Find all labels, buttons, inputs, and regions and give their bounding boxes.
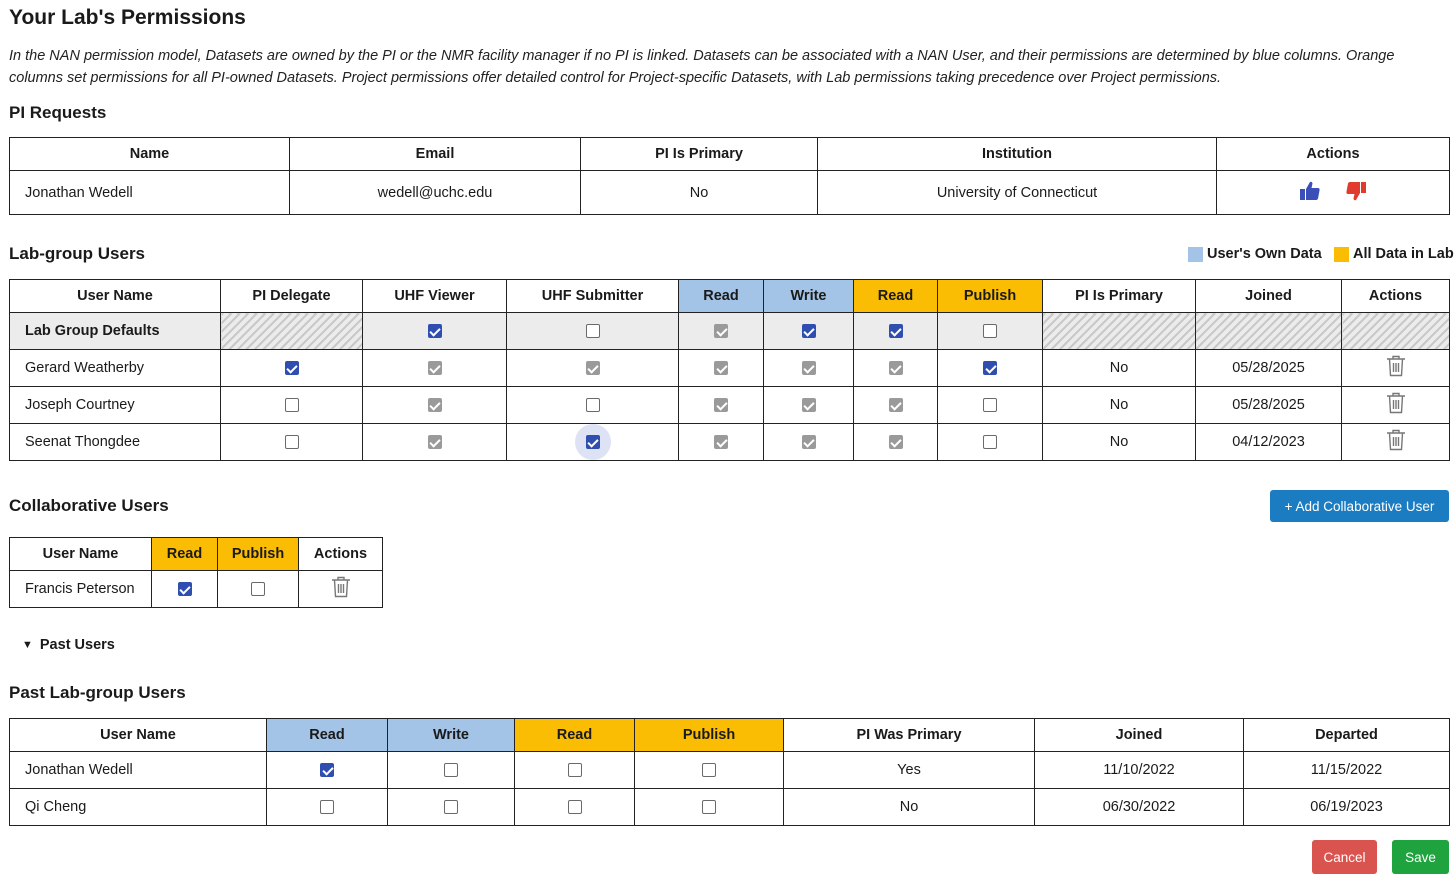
trash-icon[interactable] [331, 576, 351, 602]
lab-group-title: Lab-group Users [9, 244, 146, 263]
lab-group-table [9, 279, 1450, 461]
own-write-checkbox [802, 361, 816, 375]
table-row [10, 350, 1450, 387]
user-name: Francis Peterson [10, 571, 152, 608]
legend-own-label: User's Own Data [1207, 246, 1322, 262]
header-pi-is-primary: PI Is Primary [581, 138, 818, 171]
lab-read-checkbox[interactable] [568, 800, 582, 814]
joined-date: 04/12/2023 [1196, 424, 1342, 461]
pi-delegate-checkbox[interactable] [285, 398, 299, 412]
pi-was-primary-value: Yes [784, 752, 1035, 789]
joined-date: 11/10/2022 [1035, 752, 1244, 789]
uhf-viewer-checkbox [428, 435, 442, 449]
user-name: Joseph Courtney [10, 387, 221, 424]
header-joined: Joined [1196, 280, 1342, 313]
table-row [10, 752, 1450, 789]
own-read-checkbox[interactable] [320, 763, 334, 777]
header-departed: Departed [1244, 719, 1450, 752]
lab-publish-checkbox[interactable] [983, 435, 997, 449]
own-read-checkbox [714, 361, 728, 375]
legend-all-label: All Data in Lab [1353, 246, 1454, 262]
legend-all-data [1334, 246, 1454, 262]
default-uhf-viewer-checkbox[interactable] [428, 324, 442, 338]
header-user-name: User Name [10, 538, 152, 571]
hatched-cell [1342, 313, 1450, 350]
header-own-write: Write [764, 280, 854, 313]
uhf-submitter-checkbox[interactable] [586, 435, 600, 449]
header-pi-is-primary: PI Is Primary [1043, 280, 1196, 313]
lab-publish-checkbox[interactable] [983, 361, 997, 375]
header-actions: Actions [299, 538, 383, 571]
default-uhf-submitter-checkbox[interactable] [586, 324, 600, 338]
joined-date: 06/30/2022 [1035, 789, 1244, 826]
uhf-viewer-checkbox [428, 398, 442, 412]
add-collaborative-user-button[interactable]: + Add Collaborative User [1270, 490, 1449, 522]
save-button[interactable]: Save [1392, 840, 1449, 874]
header-pi-delegate: PI Delegate [221, 280, 363, 313]
trash-icon[interactable] [1386, 429, 1406, 455]
default-own-write-checkbox[interactable] [802, 324, 816, 338]
user-name: Gerard Weatherby [10, 350, 221, 387]
default-lab-publish-checkbox[interactable] [983, 324, 997, 338]
own-write-checkbox [802, 398, 816, 412]
pi-is-primary-value: No [1043, 350, 1196, 387]
header-lab-publish: Publish [938, 280, 1043, 313]
pi-delegate-checkbox[interactable] [285, 361, 299, 375]
lab-read-checkbox [889, 435, 903, 449]
header-lab-publish: Publish [635, 719, 784, 752]
user-name: Seenat Thongdee [10, 424, 221, 461]
user-name: Jonathan Wedell [10, 752, 267, 789]
pi-request-name: Jonathan Wedell [10, 171, 290, 215]
user-name: Qi Cheng [10, 789, 267, 826]
lab-read-checkbox[interactable] [178, 582, 192, 596]
pi-request-actions [1217, 171, 1450, 215]
collab-title: Collaborative Users [9, 496, 169, 515]
header-user-name: User Name [10, 280, 221, 313]
joined-date: 05/28/2025 [1196, 387, 1342, 424]
cancel-button[interactable]: Cancel [1312, 840, 1377, 874]
header-joined: Joined [1035, 719, 1244, 752]
header-uhf-submitter: UHF Submitter [507, 280, 679, 313]
past-users-label: Past Users [39, 637, 115, 653]
header-own-read: Read [267, 719, 388, 752]
pi-request-primary: No [581, 171, 818, 215]
header-actions: Actions [1342, 280, 1450, 313]
own-read-checkbox[interactable] [320, 800, 334, 814]
thumbs-up-icon[interactable] [1299, 181, 1321, 205]
table-row [10, 387, 1450, 424]
header-institution: Institution [818, 138, 1217, 171]
uhf-submitter-checkbox [586, 361, 600, 375]
table-row [10, 789, 1450, 826]
hatched-cell [221, 313, 363, 350]
uhf-submitter-checkbox[interactable] [586, 398, 600, 412]
past-lab-group-table [9, 718, 1450, 826]
lab-read-checkbox [889, 361, 903, 375]
default-own-read-checkbox [714, 324, 728, 338]
pi-requests-table [9, 137, 1450, 215]
own-read-checkbox [714, 398, 728, 412]
thumbs-down-icon[interactable] [1345, 181, 1367, 205]
header-own-write: Write [388, 719, 515, 752]
uhf-viewer-checkbox [428, 361, 442, 375]
pi-request-email: wedell@uchc.edu [290, 171, 581, 215]
lab-publish-checkbox[interactable] [251, 582, 265, 596]
table-row [10, 171, 1450, 215]
collab-table [9, 537, 383, 608]
lab-read-checkbox[interactable] [568, 763, 582, 777]
lab-read-checkbox [889, 398, 903, 412]
checkbox-focus-ring [575, 424, 611, 460]
header-name: Name [10, 138, 290, 171]
departed-date: 06/19/2023 [1244, 789, 1450, 826]
pi-was-primary-value: No [784, 789, 1035, 826]
past-lab-group-title: Past Lab-group Users [9, 683, 186, 702]
header-actions: Actions [1217, 138, 1450, 171]
intro-text: In the NAN permission model, Datasets are owned by the PI or the NMR facility manager if no PI is linked. Datasets can be associated with a NAN User, and their permissions are determined by blue columns. Orange columns set permissions for all PI-owned Datasets. Project permissions offer detailed control for Project-specific Datasets, with Lab permissions taking precedence over Project permissions. [9, 48, 1395, 86]
pi-request-institution: University of Connecticut [818, 171, 1217, 215]
pi-is-primary-value: No [1043, 424, 1196, 461]
hatched-cell [1196, 313, 1342, 350]
header-email: Email [290, 138, 581, 171]
trash-icon[interactable] [1386, 355, 1406, 381]
header-pi-was-primary: PI Was Primary [784, 719, 1035, 752]
defaults-label: Lab Group Defaults [10, 313, 221, 350]
pi-delegate-checkbox[interactable] [285, 435, 299, 449]
own-read-checkbox [714, 435, 728, 449]
page-title: Your Lab's Permissions [9, 6, 246, 29]
header-uhf-viewer: UHF Viewer [363, 280, 507, 313]
default-lab-read-checkbox[interactable] [889, 324, 903, 338]
legend-blue-swatch [1188, 247, 1203, 262]
past-users-toggle[interactable] [22, 637, 115, 653]
lab-group-defaults-row [10, 313, 1450, 350]
own-write-checkbox[interactable] [444, 800, 458, 814]
own-write-checkbox[interactable] [444, 763, 458, 777]
pi-is-primary-value: No [1043, 387, 1196, 424]
trash-icon[interactable] [1386, 392, 1406, 418]
header-lab-read: Read [854, 280, 938, 313]
header-lab-read: Read [515, 719, 635, 752]
own-write-checkbox [802, 435, 816, 449]
header-lab-publish: Publish [218, 538, 299, 571]
pi-requests-title: PI Requests [9, 103, 107, 122]
table-row [10, 424, 1450, 461]
lab-publish-checkbox[interactable] [702, 800, 716, 814]
table-row [10, 571, 383, 608]
lab-publish-checkbox[interactable] [983, 398, 997, 412]
header-user-name: User Name [10, 719, 267, 752]
lab-publish-checkbox[interactable] [702, 763, 716, 777]
hatched-cell [1043, 313, 1196, 350]
header-lab-read: Read [152, 538, 218, 571]
legend-own-data [1188, 246, 1322, 262]
joined-date: 05/28/2025 [1196, 350, 1342, 387]
triangle-down-icon: ▼ [22, 639, 33, 651]
header-own-read: Read [679, 280, 764, 313]
departed-date: 11/15/2022 [1244, 752, 1450, 789]
legend-orange-swatch [1334, 247, 1349, 262]
